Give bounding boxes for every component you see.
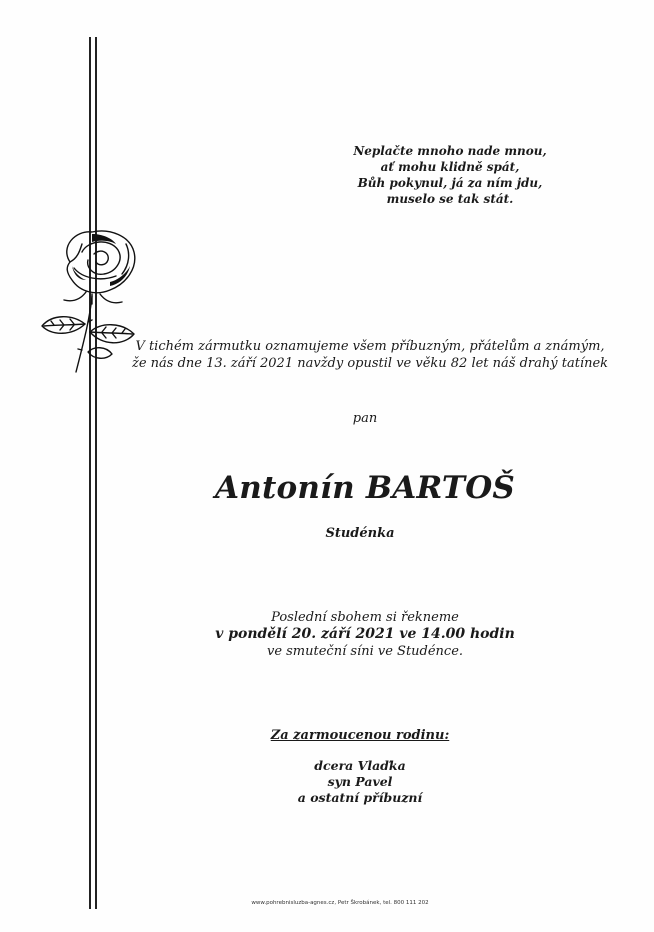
farewell-date-time: v pondělí 20. září 2021 ve 14.00 hodin <box>215 626 515 642</box>
poem-line: Neplačte mnoho nade mnou, <box>353 144 547 158</box>
deceased-place: Studénka <box>325 526 395 541</box>
announcement <box>125 338 615 372</box>
deceased-name: Antonín BARTOŠ <box>215 470 515 506</box>
border-line-left-inner <box>95 37 97 909</box>
announcement-line-2: že nás dne 13. září 2021 navždy opustil ve věku 82 let náš drahý tatínek <box>131 356 609 371</box>
family-member: a ostatní příbuzní <box>297 790 423 805</box>
family-member: syn Pavel <box>327 774 393 789</box>
footer-contact: www.pohrebnisluzba-agnes.cz, Petr Škrobánek, tel. 800 111 202 <box>251 900 429 906</box>
farewell-line-1: Poslední sbohem si řekneme <box>271 610 459 625</box>
poem <box>330 143 570 207</box>
announcement-line-1: V tichém zármutku oznamujeme všem příbuzným, přátelům a známým, <box>135 339 605 354</box>
family-member: dcera Vlaďka <box>314 758 406 773</box>
family-members <box>250 758 470 806</box>
farewell-location: ve smuteční síni ve Studénce. <box>266 644 464 659</box>
border-line-left-outer <box>89 37 91 909</box>
poem-line: Bůh pokynul, já za ním jdu, <box>357 176 543 190</box>
title-word: pan <box>352 411 378 426</box>
poem-line: muselo se tak stát. <box>386 192 514 206</box>
farewell-info <box>180 609 550 660</box>
poem-line: ať mohu klidně spát, <box>380 160 520 174</box>
family-heading: Za zarmoucenou rodinu: <box>270 728 450 743</box>
